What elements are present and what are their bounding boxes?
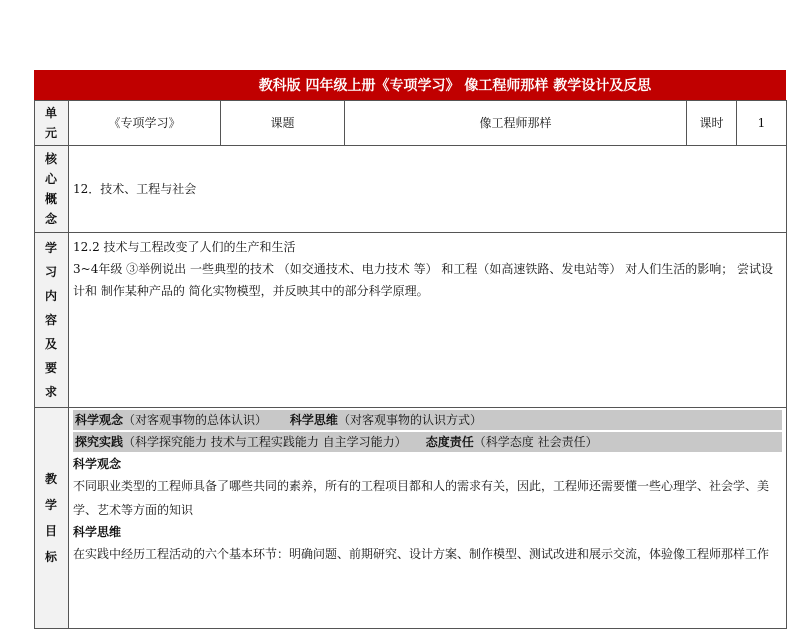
topic-value: 像工程师那样: [345, 101, 687, 146]
unit-value: 《专项学习》: [69, 101, 221, 146]
requirements-line-2: 3~4年级 ③举例说出 一些典型的技术 （如交通技术、电力技术 等） 和工程（如高速铁路、发电站等） 对人们生活的影响； 尝试设计和 制作某种产品的 简化实物模型，并反映其中的部分科学原理。: [73, 262, 774, 298]
core-concept-row: [35, 146, 787, 233]
lesson-plan-table: [34, 100, 787, 629]
goals-label: 教学 目标: [35, 408, 69, 629]
core-concept-text: 12．技术、工程与社会: [69, 146, 787, 233]
goal-text-science-concept: 不同职业类型的工程师具备了哪些共同的素养，所有的工程项目都和人的需求有关，因此，工程师还需要懂一些心理学、社会学、美学、艺术等方面的知识: [73, 479, 770, 517]
goal-heading-science-thinking: 科学思维: [73, 525, 122, 539]
requirements-text: [69, 233, 787, 408]
unit-label: 单元: [35, 101, 69, 146]
goal-text-science-thinking: 在实践中经历工程活动的六个基本环节：明确问题、前期研究、设计方案、制作模型、测试改进和展示交流，体验像工程师那样工作: [73, 547, 770, 561]
period-value: 1: [737, 101, 787, 146]
topic-label: 课题: [221, 101, 345, 146]
requirements-label: 学习 内容 及要 求: [35, 233, 69, 408]
core-concept-label: 核心 概念: [35, 146, 69, 233]
goal-heading-science-concept: 科学观念: [73, 457, 122, 471]
lesson-plan-document: [34, 70, 786, 629]
goals-content: [69, 408, 787, 629]
period-label: 课时: [687, 101, 737, 146]
goals-row: [35, 408, 787, 629]
requirements-row: [35, 233, 787, 408]
goal-dimension-highlight-1: 科学观念（对客观事物的总体认识） 科学思维（对客观事物的认识方式）: [73, 410, 782, 430]
document-title: 教科版 四年级上册《专项学习》 像工程师那样 教学设计及反思: [34, 70, 786, 100]
goal-dimension-highlight-2: 探究实践（科学探究能力 技术与工程实践能力 自主学习能力） 态度责任（科学态度 社会责任）: [73, 432, 782, 452]
unit-row: [35, 101, 787, 146]
requirements-line-1: 12.2 技术与工程改变了人们的生产和生活: [73, 240, 296, 254]
